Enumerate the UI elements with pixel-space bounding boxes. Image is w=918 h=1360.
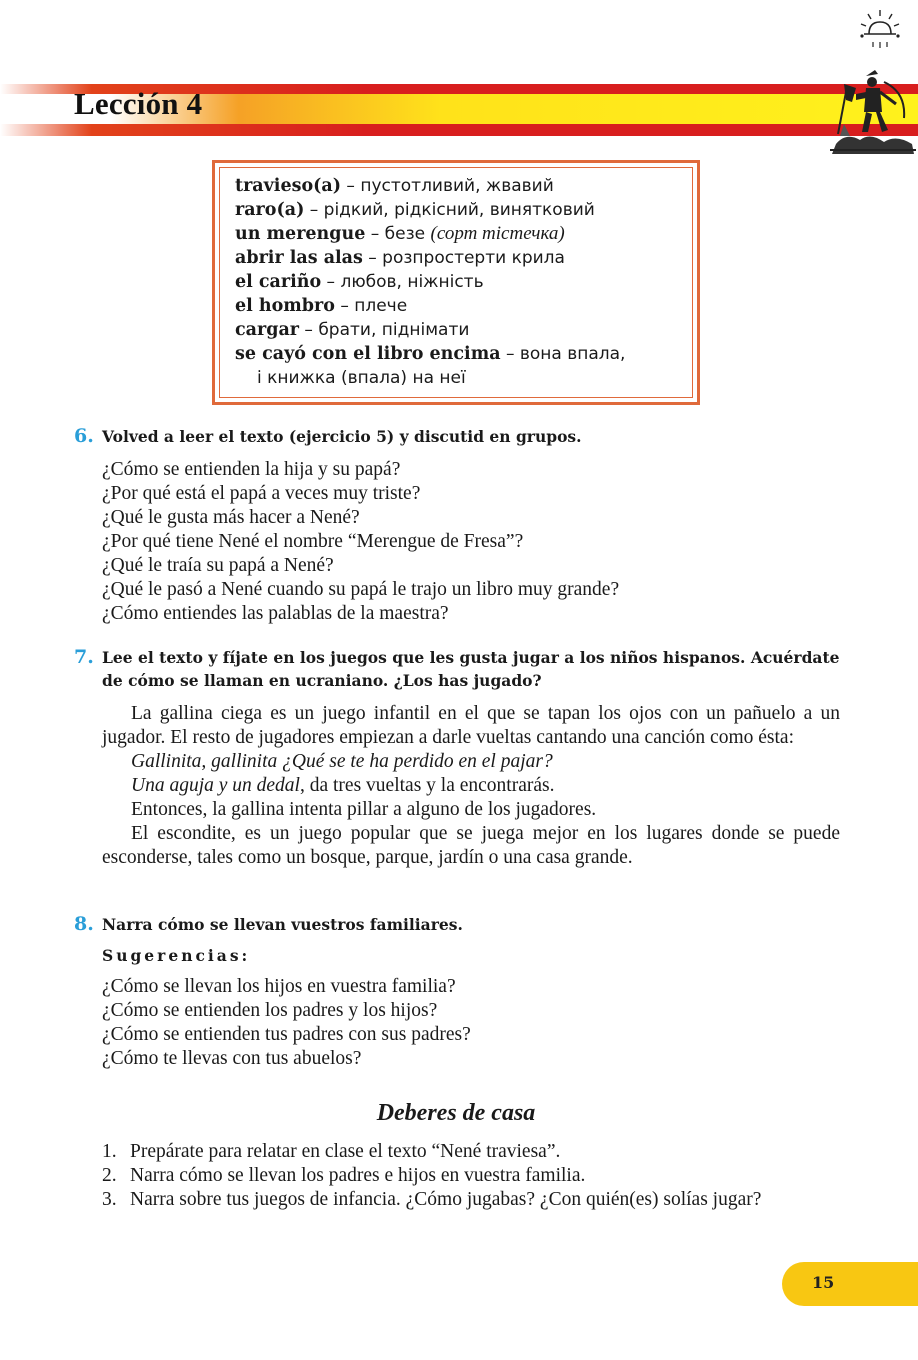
exercise-number: 8. [74, 913, 94, 935]
vocab-item: cargar – брати, піднімати [235, 320, 470, 340]
vocab-item: se cayó con el libro encima – вона впала, [235, 344, 626, 364]
song-line-1: Gallinita, gallinita ¿Qué se te ha perdido en el pajar? [131, 751, 553, 772]
vocab-item-continuation: і книжка (впала) на неї [257, 368, 466, 388]
list-item: ¿Cómo entiendes las palablas de la maestra? [102, 603, 449, 624]
exercise-6 [74, 425, 840, 626]
suggestions-label: Sugerencias: [102, 946, 251, 965]
vocabulary-box [212, 160, 700, 405]
paragraph-escondite: El escondite, es un juego popular que se juega mejor en los lugares donde se puede esconderse, tales como un bosque, parque, jardín o una casa grande. [102, 823, 840, 868]
vocab-item: abrir las alas – розпростерти крила [235, 248, 565, 268]
exercise-7 [74, 646, 840, 870]
don-quijote-illustration-icon [826, 62, 918, 162]
list-item: ¿Cómo te llevas con tus abuelos? [102, 1048, 362, 1069]
list-item: ¿Qué le pasó a Nené cuando su papá le trajo un libro muy grande? [102, 579, 620, 600]
vocab-item: el hombro – плече [235, 296, 408, 316]
homework-item: 3. Narra sobre tus juegos de infancia. ¿Cómo jugabas? ¿Con quién(es) solías jugar? [102, 1189, 762, 1210]
vocab-item: travieso(a) – пустотливий, жвавий [235, 176, 554, 196]
band-stripe-bottom [0, 124, 918, 136]
list-item: ¿Qué le gusta más hacer a Nené? [102, 507, 360, 528]
exercise-instruction: Lee el texto y fíjate en los juegos que les gusta jugar a los niños hispanos. Acuérdate de cómo se llaman en ucraniano. ¿Los has jugado? [102, 648, 840, 690]
vocab-item: raro(a) – рідкий, рідкісний, винятковий [235, 200, 595, 220]
list-item: ¿Cómo se llevan los hijos en vuestra familia? [102, 976, 456, 997]
exercise-number: 7. [74, 646, 94, 668]
lesson-title: Lección 4 [74, 86, 203, 121]
exercise-instruction: Volved a leer el texto (ejercicio 5) y discutid en grupos. [102, 427, 582, 446]
list-item: ¿Qué le traía su papá a Nené? [102, 555, 334, 576]
homework-list [102, 1140, 840, 1212]
list-item: ¿Cómo se entienden tus padres con sus padres? [102, 1024, 471, 1045]
vocabulary-list [235, 174, 625, 390]
page-number: 15 [812, 1273, 835, 1292]
exercise-8 [74, 913, 840, 1071]
exercise-number: 6. [74, 425, 94, 447]
homework-item: 2. Narra cómo se llevan los padres e hijos en vuestra familia. [102, 1165, 586, 1186]
sun-doodle-icon [855, 4, 905, 54]
homework-item: 1. Prepárate para relatar en clase el texto “Nené traviesa”. [102, 1141, 561, 1162]
list-item: ¿Cómo se entienden los padres y los hijos? [102, 1000, 438, 1021]
page-number-tab [782, 1262, 918, 1306]
song-line-2: Una aguja y un dedal, da tres vueltas y la encontrarás. [131, 775, 555, 796]
list-item: ¿Cómo se entienden la hija y su papá? [102, 459, 401, 480]
paragraph-entonces: Entonces, la gallina intenta pillar a alguno de los jugadores. [131, 799, 597, 820]
list-item: ¿Por qué está el papá a veces muy triste? [102, 483, 421, 504]
exercise-instruction: Narra cómo se llevan vuestros familiares. [102, 915, 463, 934]
question-list [102, 975, 840, 1071]
vocab-item: el cariño – любов, ніжність [235, 272, 484, 292]
vocab-item: un merengue – безе (сорт тістечка) [235, 223, 565, 244]
question-list [102, 458, 840, 626]
list-item: ¿Por qué tiene Nené el nombre “Merengue de Fresa”? [102, 531, 524, 552]
paragraph-gallina-ciega: La gallina ciega es un juego infantil en el que se tapan los ojos con un pañuelo a un jugador. El resto de jugadores empiezan a darle vueltas cantando una canción como ésta: [102, 703, 840, 748]
homework-title: Deberes de casa [376, 1100, 536, 1126]
